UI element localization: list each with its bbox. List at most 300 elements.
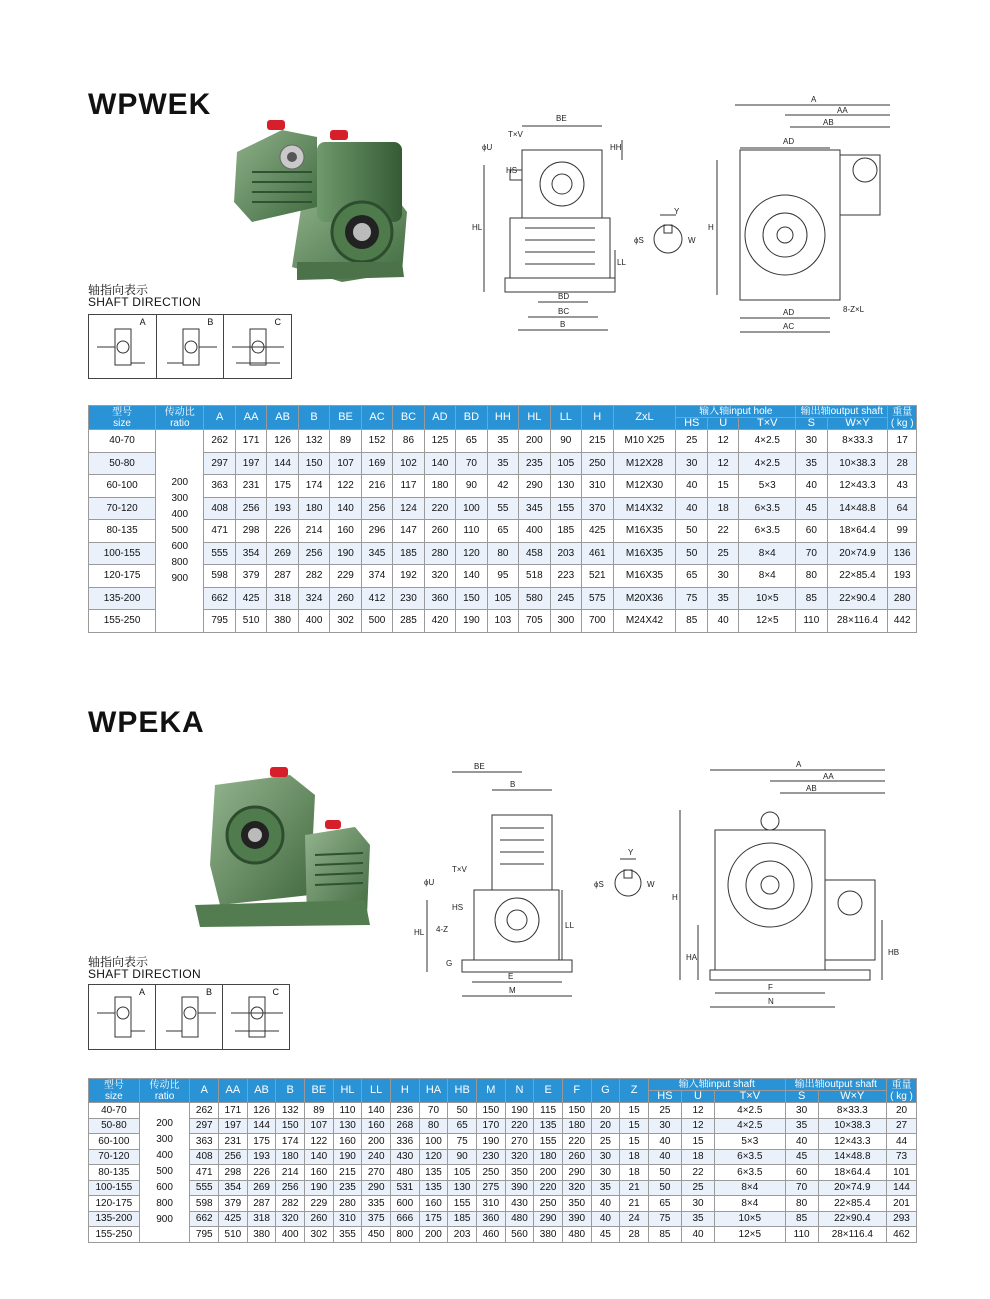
col-header: BE xyxy=(305,1079,334,1103)
table-cell: 363 xyxy=(190,1134,219,1150)
ratio-value: 500 xyxy=(171,524,189,536)
direction-b-cell xyxy=(156,985,223,1049)
table-cell: M12X28 xyxy=(613,452,676,475)
table-cell: 85 xyxy=(648,1227,681,1243)
table-cell: 50 xyxy=(676,520,707,543)
table-cell: 269 xyxy=(267,542,298,565)
table-cell: 18 xyxy=(681,1149,714,1165)
table-cell: 12 xyxy=(681,1103,714,1119)
table-cell: 15 xyxy=(707,475,738,498)
wpeka-title: WPEKA xyxy=(88,706,205,739)
table-cell: 175 xyxy=(247,1134,276,1150)
table-cell: 130 xyxy=(448,1180,477,1196)
dim-label: HB xyxy=(888,948,900,957)
table-cell: 22×85.4 xyxy=(818,1196,886,1212)
table-cell: 160 xyxy=(419,1196,448,1212)
wpwek-title: WPWEK xyxy=(88,88,212,121)
table-cell: 471 xyxy=(190,1165,219,1181)
table-row xyxy=(89,610,917,633)
size-cell: 80-135 xyxy=(89,520,156,543)
direction-a-cell xyxy=(89,315,157,378)
table-cell: 318 xyxy=(247,1211,276,1227)
table-cell: 250 xyxy=(582,452,613,475)
table-cell: 144 xyxy=(247,1118,276,1134)
dim-label: W xyxy=(647,880,655,889)
table-cell: 28×116.4 xyxy=(818,1227,886,1243)
table-cell: 28×116.4 xyxy=(827,610,888,633)
table-cell: 390 xyxy=(505,1180,534,1196)
table-row xyxy=(89,542,917,565)
table-cell: 580 xyxy=(519,587,550,610)
table-cell: 345 xyxy=(519,497,550,520)
table-cell: 220 xyxy=(424,497,455,520)
ratio-value: 400 xyxy=(156,1150,173,1162)
table-cell: 24 xyxy=(620,1211,649,1227)
table-cell: 117 xyxy=(393,475,424,498)
table-cell: 147 xyxy=(393,520,424,543)
table-cell: 22×85.4 xyxy=(827,565,888,588)
table-cell: M14X32 xyxy=(613,497,676,520)
wpeka-side-view-drawing xyxy=(412,760,592,1005)
table-cell: 310 xyxy=(582,475,613,498)
table-cell: 99 xyxy=(888,520,917,543)
table-cell: 6×3.5 xyxy=(715,1149,786,1165)
size-cell: 120-175 xyxy=(89,565,156,588)
table-cell: 262 xyxy=(204,430,235,453)
table-cell: 115 xyxy=(534,1103,563,1119)
table-row xyxy=(89,1103,917,1119)
dim-label: HA xyxy=(686,953,698,962)
ratio-value: 800 xyxy=(171,556,189,568)
direction-a-icon xyxy=(89,985,155,1049)
col-header: B xyxy=(276,1079,305,1103)
table-cell: 290 xyxy=(362,1180,391,1196)
table-row xyxy=(89,430,917,453)
dim-label: W xyxy=(688,236,696,245)
wpwek-product-photo xyxy=(222,112,427,287)
table-cell: 256 xyxy=(235,497,266,520)
table-cell: 15 xyxy=(681,1134,714,1150)
table-cell: 229 xyxy=(330,565,361,588)
table-cell: 75 xyxy=(648,1211,681,1227)
wpwek-spec-table xyxy=(88,405,917,633)
table-cell: 245 xyxy=(550,587,581,610)
table-cell: 65 xyxy=(676,565,707,588)
table-cell: 560 xyxy=(505,1227,534,1243)
table-cell: 200 xyxy=(534,1165,563,1181)
table-cell: 171 xyxy=(235,430,266,453)
table-row xyxy=(89,565,917,588)
table-row xyxy=(89,1134,917,1150)
table-cell: 140 xyxy=(362,1103,391,1119)
table-cell: 4×2.5 xyxy=(739,430,796,453)
table-row xyxy=(89,1211,917,1227)
size-cell: 120-175 xyxy=(89,1196,140,1212)
size-cell: 40-70 xyxy=(89,430,156,453)
table-cell: 144 xyxy=(887,1180,917,1196)
table-cell: 287 xyxy=(247,1196,276,1212)
table-row xyxy=(89,1149,917,1165)
dim-label: BD xyxy=(558,292,570,301)
table-cell: 197 xyxy=(219,1118,248,1134)
dim-label: T×V xyxy=(452,865,467,874)
table-cell: 40 xyxy=(707,610,738,633)
table-cell: 197 xyxy=(235,452,266,475)
table-cell: M12X30 xyxy=(613,475,676,498)
output-group-header: 输出轴output shaft xyxy=(785,1079,886,1091)
dim-label: HL xyxy=(472,223,483,232)
table-cell: 70 xyxy=(785,1180,818,1196)
table-cell: 298 xyxy=(219,1165,248,1181)
table-cell: 190 xyxy=(305,1180,334,1196)
table-cell: 60 xyxy=(785,1165,818,1181)
table-cell: 379 xyxy=(235,565,266,588)
table-cell: 280 xyxy=(333,1196,362,1212)
table-cell: 110 xyxy=(456,520,487,543)
table-cell: 360 xyxy=(476,1211,505,1227)
table-cell: 216 xyxy=(361,475,392,498)
table-cell: 795 xyxy=(190,1227,219,1243)
table-cell: 152 xyxy=(361,430,392,453)
table-cell: 450 xyxy=(362,1227,391,1243)
table-cell: 10×38.3 xyxy=(818,1118,886,1134)
table-cell: 135 xyxy=(419,1180,448,1196)
table-cell: 190 xyxy=(333,1149,362,1165)
direction-c-icon xyxy=(224,315,291,378)
col-header: AC xyxy=(361,406,392,430)
dim-label: AD xyxy=(783,137,795,146)
table-cell: 531 xyxy=(391,1180,420,1196)
table-cell: 4×2.5 xyxy=(715,1103,786,1119)
table-cell: 260 xyxy=(330,587,361,610)
table-cell: 10×5 xyxy=(739,587,796,610)
ratio-value: 300 xyxy=(171,492,189,504)
col-header: T×V xyxy=(739,418,796,430)
table-cell: 80 xyxy=(419,1118,448,1134)
table-cell: 400 xyxy=(298,610,329,633)
table-cell: 122 xyxy=(305,1134,334,1150)
table-cell: 350 xyxy=(562,1196,591,1212)
size-cell: 135-200 xyxy=(89,587,156,610)
table-cell: 235 xyxy=(519,452,550,475)
col-header: ZxL xyxy=(613,406,676,430)
col-header: LL xyxy=(362,1079,391,1103)
table-cell: 20 xyxy=(591,1103,620,1119)
table-cell: 89 xyxy=(330,430,361,453)
col-header: BD xyxy=(456,406,487,430)
table-cell: M16X35 xyxy=(613,520,676,543)
table-cell: 18×64.4 xyxy=(818,1165,886,1181)
table-cell: 220 xyxy=(562,1134,591,1150)
table-cell: 190 xyxy=(505,1103,534,1119)
table-cell: 231 xyxy=(219,1134,248,1150)
table-cell: 300 xyxy=(550,610,581,633)
table-cell: 85 xyxy=(796,587,827,610)
table-cell: 408 xyxy=(190,1149,219,1165)
table-cell: 21 xyxy=(620,1180,649,1196)
table-cell: 30 xyxy=(591,1149,620,1165)
table-cell: 155 xyxy=(448,1196,477,1212)
table-cell: 180 xyxy=(298,497,329,520)
table-cell: 105 xyxy=(487,587,518,610)
table-cell: 100 xyxy=(419,1134,448,1150)
table-cell: 400 xyxy=(276,1227,305,1243)
wpwek-shaft-key-detail xyxy=(630,205,705,265)
dim-label: N xyxy=(768,997,774,1006)
table-cell: 600 xyxy=(391,1196,420,1212)
col-header: HS xyxy=(676,418,707,430)
table-cell: 120 xyxy=(419,1149,448,1165)
direction-b-icon xyxy=(156,985,222,1049)
table-cell: 102 xyxy=(393,452,424,475)
table-cell: 150 xyxy=(476,1103,505,1119)
table-cell: 430 xyxy=(391,1149,420,1165)
table-cell: 185 xyxy=(393,542,424,565)
table-cell: M16X35 xyxy=(613,542,676,565)
table-cell: 35 xyxy=(487,452,518,475)
table-cell: 374 xyxy=(361,565,392,588)
dim-label: AB xyxy=(806,784,817,793)
dim-label: BC xyxy=(558,307,570,316)
table-row xyxy=(89,1196,917,1212)
table-cell: 412 xyxy=(361,587,392,610)
table-cell: 30 xyxy=(676,452,707,475)
table-cell: 70 xyxy=(456,452,487,475)
table-cell: 30 xyxy=(796,430,827,453)
table-cell: 5×3 xyxy=(715,1134,786,1150)
table-cell: 20×74.9 xyxy=(827,542,888,565)
table-cell: 50 xyxy=(648,1165,681,1181)
table-cell: 30 xyxy=(707,565,738,588)
col-header: W×Y xyxy=(827,418,888,430)
ratio-value: 800 xyxy=(156,1198,173,1210)
table-cell: 260 xyxy=(562,1149,591,1165)
table-cell: 18 xyxy=(707,497,738,520)
col-header: HS xyxy=(648,1091,681,1103)
table-cell: 85 xyxy=(676,610,707,633)
dim-label: H xyxy=(708,223,714,232)
table-cell: 40 xyxy=(676,475,707,498)
table-cell: 282 xyxy=(298,565,329,588)
table-cell: 220 xyxy=(505,1118,534,1134)
table-cell: 6×3.5 xyxy=(739,497,796,520)
dim-label: LL xyxy=(617,258,626,267)
dim-label: LL xyxy=(565,921,574,930)
table-cell: 50 xyxy=(676,542,707,565)
table-cell: 360 xyxy=(424,587,455,610)
table-cell: 297 xyxy=(190,1118,219,1134)
table-cell: 25 xyxy=(676,430,707,453)
table-cell: 598 xyxy=(190,1196,219,1212)
table-cell: 310 xyxy=(333,1211,362,1227)
col-header: AD xyxy=(424,406,455,430)
table-cell: 40 xyxy=(648,1134,681,1150)
table-cell: 40 xyxy=(681,1227,714,1243)
table-cell: 65 xyxy=(456,430,487,453)
ratio-value: 200 xyxy=(156,1118,173,1130)
table-cell: M24X42 xyxy=(613,610,676,633)
table-cell: 480 xyxy=(391,1165,420,1181)
table-cell: 290 xyxy=(519,475,550,498)
table-cell: 35 xyxy=(681,1211,714,1227)
dim-label: ϕU xyxy=(482,143,493,152)
table-cell: 555 xyxy=(190,1180,219,1196)
table-cell: 140 xyxy=(424,452,455,475)
col-header: HL xyxy=(333,1079,362,1103)
table-cell: 214 xyxy=(298,520,329,543)
table-cell: 226 xyxy=(247,1165,276,1181)
table-cell: 521 xyxy=(582,565,613,588)
table-cell: 150 xyxy=(276,1118,305,1134)
table-cell: 256 xyxy=(276,1180,305,1196)
table-cell: 18 xyxy=(620,1165,649,1181)
dim-label: A xyxy=(811,95,817,104)
table-cell: 64 xyxy=(888,497,917,520)
ratio-cell xyxy=(156,430,204,633)
table-cell: 155 xyxy=(550,497,581,520)
dim-label: H xyxy=(672,893,678,902)
table-cell: 220 xyxy=(534,1180,563,1196)
table-cell: 193 xyxy=(247,1149,276,1165)
table-cell: 60 xyxy=(796,520,827,543)
table-cell: 70 xyxy=(796,542,827,565)
table-cell: 298 xyxy=(235,520,266,543)
table-cell: 555 xyxy=(204,542,235,565)
col-header: G xyxy=(591,1079,620,1103)
table-cell: 510 xyxy=(235,610,266,633)
table-cell: 282 xyxy=(276,1196,305,1212)
direction-a-icon xyxy=(89,315,156,378)
table-cell: 28 xyxy=(888,452,917,475)
table-cell: 35 xyxy=(796,452,827,475)
table-cell: 86 xyxy=(393,430,424,453)
table-cell: 256 xyxy=(361,497,392,520)
direction-b-icon xyxy=(157,315,224,378)
table-cell: 275 xyxy=(476,1180,505,1196)
col-header: W×Y xyxy=(818,1091,886,1103)
table-cell: 270 xyxy=(505,1134,534,1150)
table-cell: 230 xyxy=(476,1149,505,1165)
table-cell: 174 xyxy=(298,475,329,498)
table-cell: 110 xyxy=(785,1227,818,1243)
table-cell: 35 xyxy=(487,430,518,453)
table-row xyxy=(89,1118,917,1134)
table-cell: 12 xyxy=(707,452,738,475)
table-cell: 370 xyxy=(582,497,613,520)
col-header: Z xyxy=(620,1079,649,1103)
table-cell: 22 xyxy=(707,520,738,543)
table-cell: 4×2.5 xyxy=(715,1118,786,1134)
col-header: S xyxy=(796,418,827,430)
table-cell: 30 xyxy=(681,1196,714,1212)
table-cell: 310 xyxy=(476,1196,505,1212)
table-cell: 458 xyxy=(519,542,550,565)
dim-label: HS xyxy=(452,903,464,912)
ratio-cell xyxy=(139,1103,190,1243)
size-cell: 155-250 xyxy=(89,1227,140,1243)
table-cell: 290 xyxy=(534,1211,563,1227)
table-cell: 18×64.4 xyxy=(827,520,888,543)
col-header: U xyxy=(707,418,738,430)
col-header: A xyxy=(204,406,235,430)
table-cell: 6×3.5 xyxy=(715,1165,786,1181)
table-cell: 40 xyxy=(591,1211,620,1227)
table-cell: 65 xyxy=(448,1118,477,1134)
table-header-row xyxy=(89,406,917,418)
dim-label: M xyxy=(509,986,516,995)
table-cell: 15 xyxy=(620,1134,649,1150)
direction-c-cell xyxy=(223,985,289,1049)
wpeka-spec-table xyxy=(88,1078,917,1243)
dim-label: AA xyxy=(823,772,834,781)
table-cell: 150 xyxy=(298,452,329,475)
size-cell: 100-155 xyxy=(89,542,156,565)
table-cell: 480 xyxy=(505,1211,534,1227)
table-cell: 126 xyxy=(267,430,298,453)
table-cell: 203 xyxy=(448,1227,477,1243)
input-group-header: 输入轴input hole xyxy=(676,406,796,418)
table-cell: 390 xyxy=(562,1211,591,1227)
direction-c-cell xyxy=(224,315,291,378)
table-cell: 65 xyxy=(487,520,518,543)
table-cell: 180 xyxy=(276,1149,305,1165)
wpwek-shaft-direction-diagram xyxy=(88,314,292,379)
table-cell: 320 xyxy=(276,1211,305,1227)
table-cell: 40 xyxy=(796,475,827,498)
table-cell: 320 xyxy=(505,1149,534,1165)
table-cell: 17 xyxy=(888,430,917,453)
dim-label: ϕU xyxy=(424,878,435,887)
table-cell: 180 xyxy=(424,475,455,498)
table-cell: 235 xyxy=(333,1180,362,1196)
wpeka-shaft-direction-diagram xyxy=(88,984,290,1050)
size-cell: 70-120 xyxy=(89,1149,140,1165)
table-cell: 45 xyxy=(785,1149,818,1165)
table-cell: 132 xyxy=(276,1103,305,1119)
col-header: AB xyxy=(267,406,298,430)
table-cell: 229 xyxy=(305,1196,334,1212)
table-cell: 480 xyxy=(562,1227,591,1243)
col-header: N xyxy=(505,1079,534,1103)
col-header: M xyxy=(476,1079,505,1103)
input-group-header: 输入轴input shaft xyxy=(648,1079,785,1091)
table-cell: 256 xyxy=(219,1149,248,1165)
table-cell: 285 xyxy=(393,610,424,633)
table-cell: 85 xyxy=(785,1211,818,1227)
dim-label: F xyxy=(768,983,773,992)
table-cell: 105 xyxy=(448,1165,477,1181)
table-cell: 500 xyxy=(361,610,392,633)
size-cell: 135-200 xyxy=(89,1211,140,1227)
col-header: HL xyxy=(519,406,550,430)
table-cell: 89 xyxy=(305,1103,334,1119)
table-cell: 5×3 xyxy=(739,475,796,498)
table-cell: 25 xyxy=(591,1134,620,1150)
wpeka-front-view-drawing xyxy=(670,755,910,1015)
table-cell: 180 xyxy=(562,1118,591,1134)
wpwek-front-view-drawing xyxy=(705,90,910,340)
table-cell: 40 xyxy=(591,1196,620,1212)
dim-label: HS xyxy=(506,166,518,175)
table-cell: 302 xyxy=(305,1227,334,1243)
table-cell: 8×4 xyxy=(715,1180,786,1196)
table-cell: 44 xyxy=(887,1134,917,1150)
table-cell: 35 xyxy=(591,1180,620,1196)
table-cell: 250 xyxy=(476,1165,505,1181)
table-cell: 400 xyxy=(519,520,550,543)
table-cell: 705 xyxy=(519,610,550,633)
table-cell: 8×33.3 xyxy=(827,430,888,453)
